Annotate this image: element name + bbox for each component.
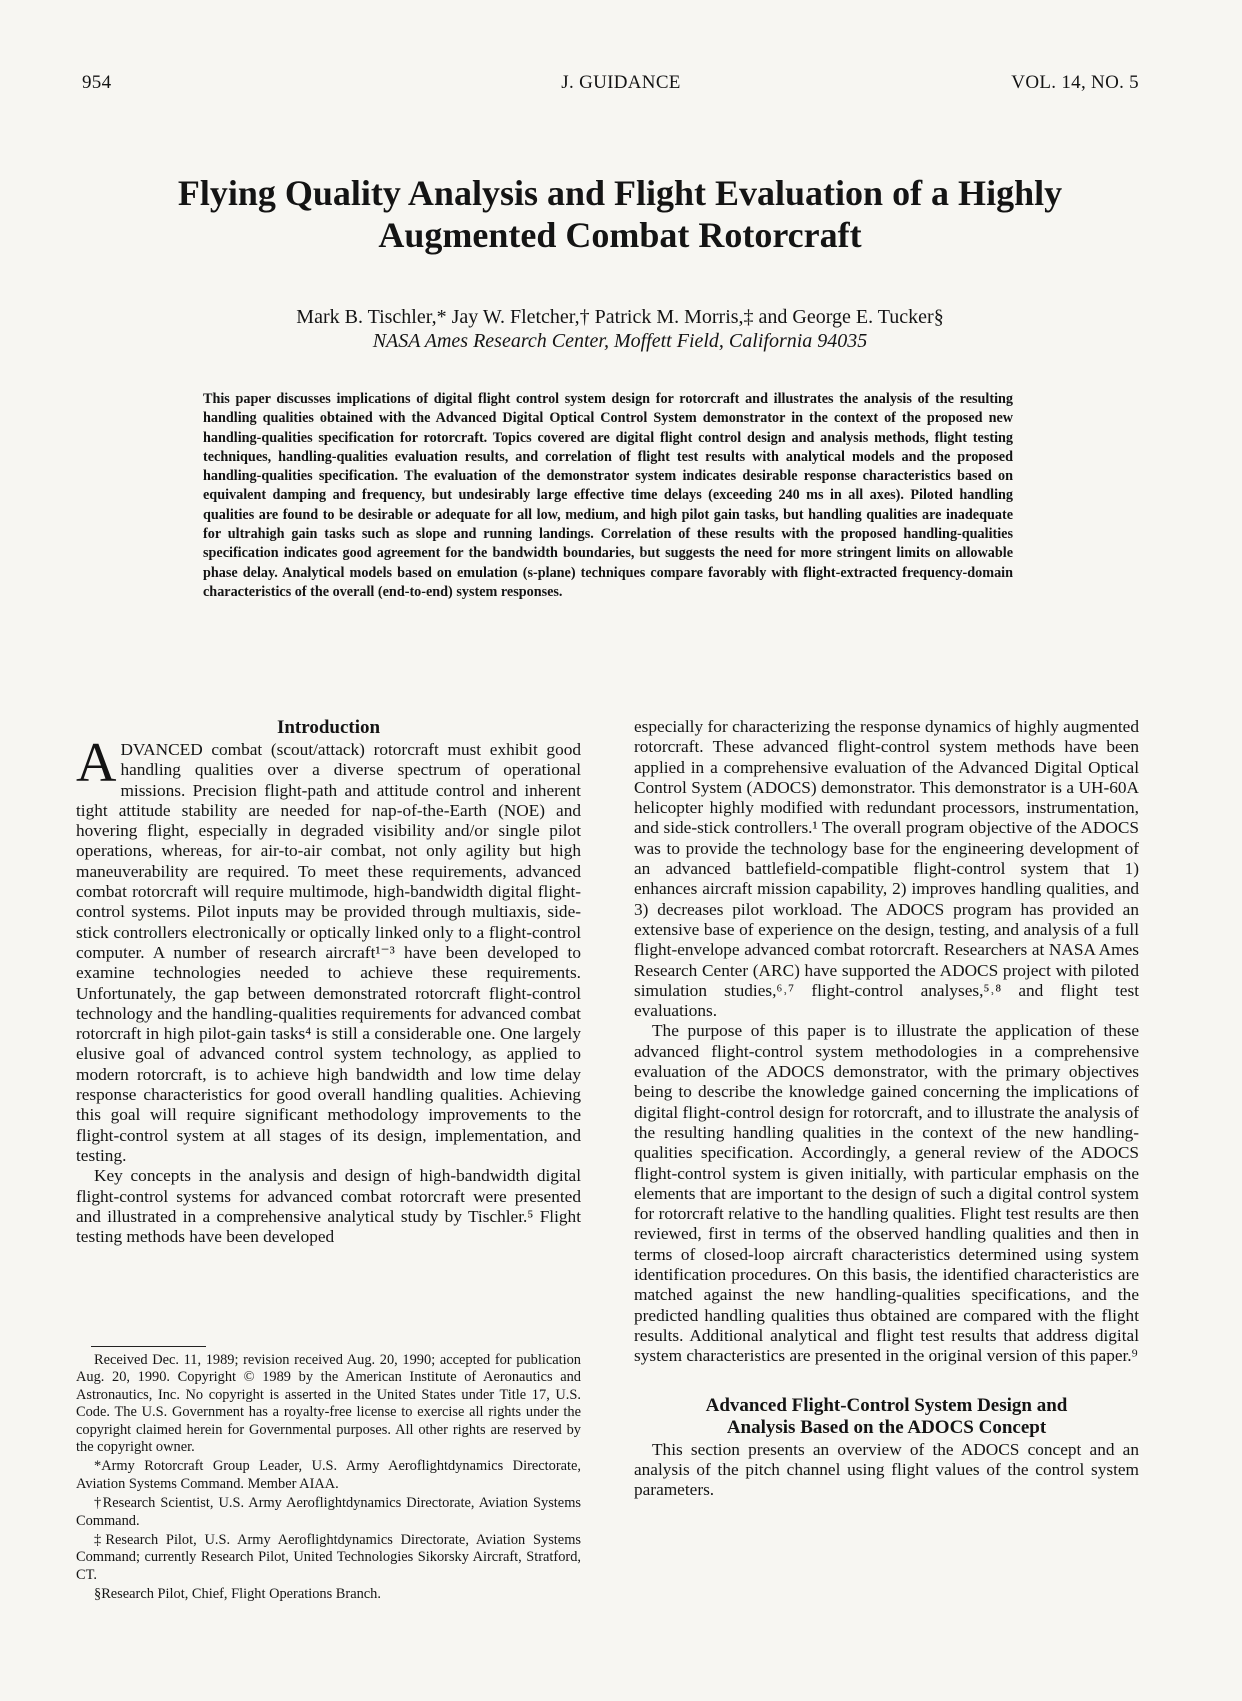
volume-info: VOL. 14, NO. 5 (1011, 72, 1139, 93)
section-2-heading (634, 1395, 1139, 1439)
footnote-divider (91, 1346, 206, 1347)
footnote-star: *Army Rotorcraft Group Leader, U.S. Army Aeroflightdynamics Directorate, Aviation Systems Command. Member AIAA. (76, 1458, 581, 1492)
right-column (634, 717, 1139, 1500)
intro-paragraph-2: Key concepts in the analysis and design of high-bandwidth digital flight-control systems for advanced combat rotorcraft were presented and illustrated in a comprehensive analytical study by Tischler.⁵ Flight testing methods have been developed (76, 1166, 581, 1247)
footnotes (76, 1352, 581, 1604)
drop-cap: A (76, 732, 117, 794)
footnote-received: Received Dec. 11, 1989; revision received Aug. 20, 1990; accepted for publication Aug. 20, 1990. Copyright © 1989 by the American Institute of Aeronautics and Astronautics, Inc. No copyright is asserted in the United States under Title 17, U.S. Code. The U.S. Government has a royalty-free license to exercise all rights under the copyright claimed herein for Governmental purposes. All other rights are reserved by the copyright owner. (76, 1352, 581, 1456)
left-column (76, 717, 581, 1247)
section-2-heading-line-2: Analysis Based on the ADOCS Concept (726, 1416, 1047, 1438)
abstract: This paper discusses implications of digital flight control system design for rotorcraft and illustrates the analysis of the resulting handling qualities obtained with the Advanced Digital Optical Control System demonstrator in the context of the proposed new handling-qualities specification for rotorcraft. Topics covered are digital flight control design and analysis methods, flight testing techniques, handling-qualities evaluation results, and correlation of flight test results with analytical models and the proposed handling-qualities specification. The evaluation of the demonstrator system indicates desirable response characteristics based on equivalent damping and frequency, but undesirably large effective time delays (exceeding 240 ms in all axes). Piloted handling qualities are found to be desirable or adequate for all low, medium, and high pilot gain tasks, but handling qualities are inadequate for ultrahigh gain tasks such as slope and running landings. Correlation of these results with the proposed handling-qualities specification indicates good agreement for the bandwidth boundaries, but suggests the need for more stringent limits on allowable phase delay. Analytical models based on emulation (s-plane) techniques compare favorably with flight-extracted frequency-domain characteristics of the overall (end-to-end) system responses. (203, 391, 1013, 600)
intro-paragraph-1 (76, 732, 581, 1166)
title-line-2: Augmented Combat Rotorcraft (378, 215, 862, 255)
footnote-double-dagger: ‡Research Pilot, U.S. Army Aeroflightdynamics Directorate, Aviation Systems Command; currently Research Pilot, United Technologies Sikorsky Aircraft, Stratford, CT. (76, 1532, 581, 1583)
author-affiliation: NASA Ames Research Center, Moffett Field, California 94035 (372, 330, 868, 352)
intro-paragraph-1-text: DVANCED combat (scout/attack) rotorcraft must exhibit good handling qualities over a diverse spectrum of operational missions. Precision flight-path and attitude control and inherent tight attitude stability are needed for nap-of-the-Earth (NOE) and hovering flight, especially in degraded visibility and/or single pilot operations, whereas, for air-to-air combat, not only agility but high maneuverability are required. To meet these requirements, advanced combat rotorcraft will require multimode, high-bandwidth digital flight-control systems. Pilot inputs may be provided through multiaxis, side-stick controllers electronically or optically linked only to a flight-control computer. A number of research aircraft¹⁻³ have been developed to examine technologies needed to achieve these requirements. Unfortunately, the gap between demonstrated rotorcraft flight-control technology and the handling-qualities requirements for advanced combat rotorcraft in high pilot-gain tasks⁴ is still a considerable one. One largely elusive goal of advanced control system technology, as applied to modern rotorcraft, is to achieve high bandwidth and low time delay response characteristics for good overall handling qualities. Achieving this goal will require significant methodology improvements to the flight-control system at all stages of its design, implementation, and testing. (76, 740, 581, 1165)
intro-paragraph-2-continued: especially for characterizing the response dynamics of highly augmented rotorcraft. These advanced flight-control system methods have been applied in a comprehensive evaluation of the Advanced Digital Optical Control System (ADOCS) demonstrator. This demonstrator is a UH-60A helicopter highly modified with redundant processors, instrumentation, and side-stick controllers.¹ The overall program objective of the ADOCS was to provide the technology base for the engineering development of an advanced battlefield-compatible flight-control system that 1) enhances aircraft mission capability, 2) improves handling qualities, and 3) decreases pilot workload. The ADOCS program has provided an extensive base of experience on the design, testing, and analysis of a full flight-envelope advanced combat rotorcraft. Researchers at NASA Ames Research Center (ARC) have supported the ADOCS project with piloted simulation studies,⁶˒⁷ flight-control analyses,⁵˒⁸ and flight test evaluations. (634, 717, 1139, 1021)
section-2-paragraph-1: This section presents an overview of the ADOCS concept and an analysis of the pitch channel using flight values of the control system parameters. (634, 1439, 1139, 1500)
intro-paragraph-3: The purpose of this paper is to illustrate the application of these advanced flight-control system methodologies in a comprehensive evaluation of the ADOCS demonstrator, with the primary objectives being to describe the knowledge gained concerning the implications of digital flight-control design for rotorcraft, and to illustrate the analysis of the resulting handling qualities in the context of the new handling-qualities specification. Accordingly, a general review of the ADOCS flight-control system is given initially, with particular emphasis on the elements that are important to the design of such a digital control system for rotorcraft relative to the handling qualities. Flight test results are then reviewed, first in terms of the observed handling qualities and then in terms of closed-loop aircraft characteristics determined using system identification procedures. On this basis, the identified characteristics are matched against the new handling-qualities specifications, and the predicted handling qualities thus obtained are compared with the flight results. Additional analytical and flight test results that address digital system characteristics are presented in the original version of this paper.⁹ (634, 1021, 1139, 1366)
page-number: 954 (82, 72, 112, 93)
footnote-dagger: †Research Scientist, U.S. Army Aeroflightdynamics Directorate, Aviation Systems Command. (76, 1495, 581, 1529)
introduction-heading: Introduction (276, 717, 381, 738)
author-list: Mark B. Tischler,* Jay W. Fletcher,† Patrick M. Morris,‡ and George E. Tucker§ (296, 306, 944, 328)
footnote-section: §Research Pilot, Chief, Flight Operations Branch. (94, 1586, 381, 1603)
section-2 (634, 1395, 1139, 1501)
paper-title (90, 172, 1150, 256)
section-2-heading-line-1: Advanced Flight-Control System Design and (705, 1394, 1068, 1416)
title-line-1: Flying Quality Analysis and Flight Evaluation of a Highly (177, 173, 1063, 213)
journal-name: J. GUIDANCE (561, 72, 681, 93)
